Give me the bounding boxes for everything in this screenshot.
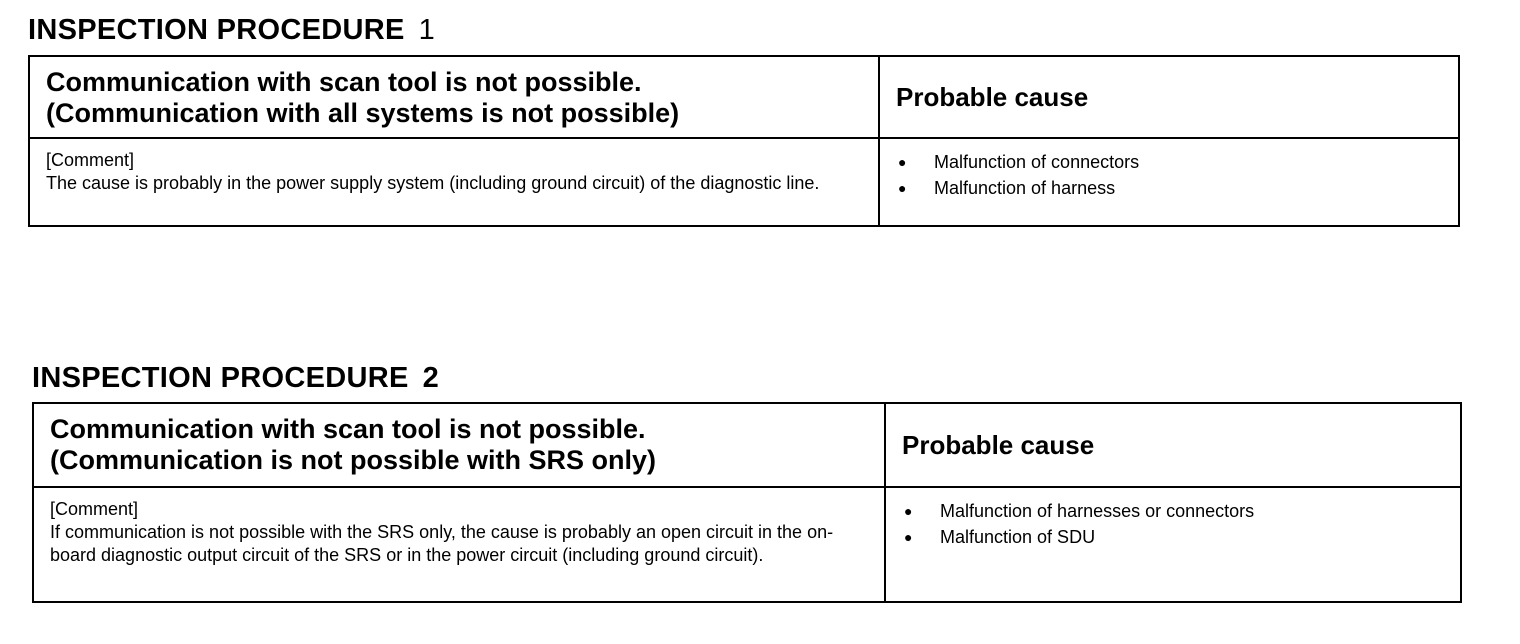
cause-text: Malfunction of connectors: [934, 152, 1140, 172]
list-item: [904, 524, 1460, 550]
procedure-1-header-row: [30, 57, 1458, 139]
procedure-2-table: [32, 402, 1462, 603]
bullet-icon: ●: [898, 154, 907, 170]
procedure-1-number: 1: [418, 14, 436, 46]
procedure-2-cause-list: [886, 488, 1460, 603]
procedure-1-comment: [30, 139, 880, 227]
procedure-1-table: [28, 55, 1460, 227]
cause-text: Malfunction of harness: [934, 178, 1116, 198]
procedure-2-title-text: INSPECTION PROCEDURE: [32, 362, 409, 394]
list-item: [898, 175, 1458, 201]
procedure-1-comment-label: [Comment]: [46, 150, 135, 170]
procedure-1-symptom-line2: (Communication with all systems is not possible): [46, 98, 680, 128]
procedure-2-body-row: [34, 488, 1460, 603]
cause-text: Malfunction of SDU: [940, 527, 1096, 547]
procedure-1-symptom-line1: Communication with scan tool is not possible.: [46, 67, 642, 97]
bullet-icon: ●: [904, 503, 913, 519]
procedure-2-number: 2: [422, 362, 440, 394]
procedure-1-cause-list: [880, 139, 1458, 227]
procedure-2-comment: [34, 488, 886, 603]
list-item: [898, 149, 1458, 175]
procedure-2-symptom-line2: (Communication is not possible with SRS only): [50, 445, 657, 475]
procedure-1-title: [28, 14, 435, 47]
procedure-1-cause-header: Probable cause: [896, 81, 1089, 112]
procedure-2-cause-header: Probable cause: [902, 429, 1095, 460]
cause-text: Malfunction of harnesses or connectors: [940, 501, 1255, 521]
procedure-2-title: [32, 362, 439, 395]
bullet-icon: ●: [904, 529, 913, 545]
procedure-1-comment-text: The cause is probably in the power supply system (including ground circuit) of the diagnostic line.: [46, 173, 820, 193]
bullet-icon: ●: [898, 180, 907, 196]
procedure-2-header-row: [34, 404, 1460, 488]
procedure-1-title-text: INSPECTION PROCEDURE: [28, 14, 405, 46]
procedure-1-symptom: [30, 57, 880, 137]
procedure-1-body-row: [30, 139, 1458, 227]
procedure-2-comment-text: If communication is not possible with the SRS only, the cause is probably an open circuit in the on-board diagnostic output circuit of the SRS or in the power circuit (including ground circuit).: [50, 522, 834, 565]
procedure-2-comment-label: [Comment]: [50, 499, 139, 519]
procedure-2-symptom-line1: Communication with scan tool is not possible.: [50, 414, 646, 444]
list-item: [904, 498, 1460, 524]
procedure-2-symptom: [34, 404, 886, 486]
